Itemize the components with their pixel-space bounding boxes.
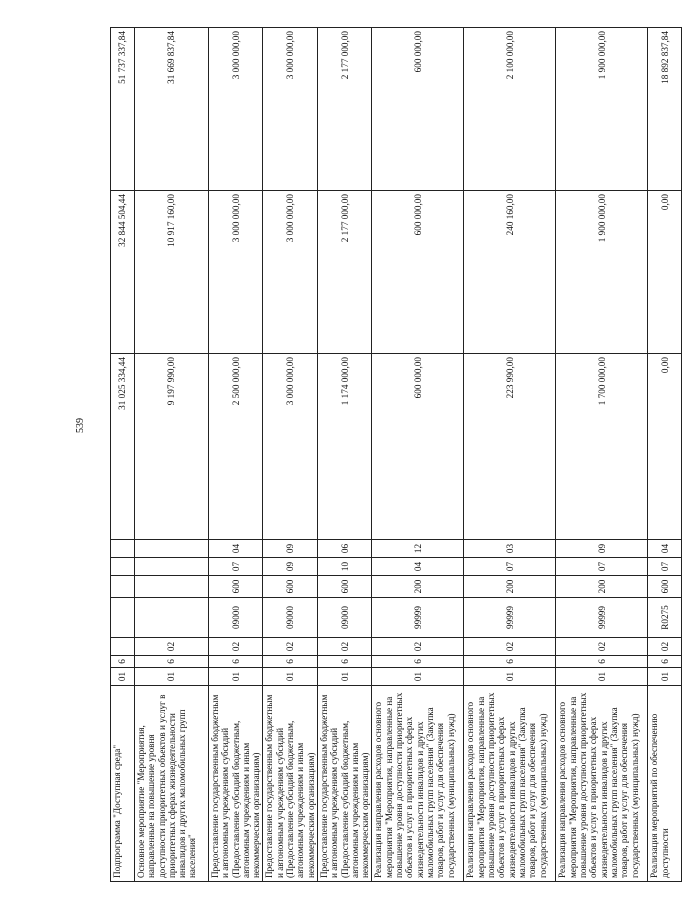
code-event: 02 — [372, 638, 464, 656]
amount-year-2: 32 844 504,44 — [111, 191, 135, 354]
row-name: Реализация мероприятий по обеспечению доступности — [648, 686, 682, 882]
amount-year-1: 3 000 000,00 — [263, 354, 317, 540]
code-expense-type — [111, 576, 135, 598]
table-row — [372, 28, 464, 882]
code-subprogram: 6 — [464, 656, 556, 668]
table-row — [317, 28, 371, 882]
amount-year-1: 223 990,00 — [464, 354, 556, 540]
code-subsection: 12 — [372, 540, 464, 558]
amount-year-2: 3 000 000,00 — [263, 191, 317, 354]
table-row — [263, 28, 317, 882]
row-name: Реализация направления расходов основного мероприятия "Мероприятия, направленные на повышение уровня доступности приоритетных объектов и услуг в приоритетных сферах жизнедеятельности инвалидов и других маломобильных групп населения" (Закупка товаров, работ и услуг для обеспечения государственных (муниципальных) нужд) — [464, 686, 556, 882]
code-subsection: 03 — [464, 540, 556, 558]
code-subsection — [135, 540, 209, 558]
code-program: 01 — [464, 668, 556, 686]
row-name: Предоставление государственным бюджетным и автономным учреждениям субсидий (Предоставление субсидий бюджетным, автономным учреждениям и иным некоммерческим организациям) — [209, 686, 263, 882]
code-expense-type: 200 — [464, 576, 556, 598]
code-subprogram: 6 — [372, 656, 464, 668]
code-subsection — [111, 540, 135, 558]
code-program: 01 — [263, 668, 317, 686]
code-subprogram: 6 — [135, 656, 209, 668]
code-expense-type: 600 — [317, 576, 371, 598]
row-name: Подпрограмма "Доступная среда" — [111, 686, 135, 882]
code-subprogram: 6 — [111, 656, 135, 668]
code-section: 07 — [556, 558, 648, 576]
amount-year-3: 3 000 000,00 — [263, 28, 317, 191]
code-subsection: 04 — [648, 540, 682, 558]
code-section: 10 — [317, 558, 371, 576]
row-name: Предоставление государственным бюджетным и автономным учреждениям субсидий (Предоставление субсидий бюджетным, автономным учреждениям и иным некоммерческим организациям) — [263, 686, 317, 882]
code-expense-type: 200 — [556, 576, 648, 598]
code-direction: 99999 — [464, 598, 556, 638]
code-direction: 09000 — [263, 598, 317, 638]
code-direction: R0275 — [648, 598, 682, 638]
code-program: 01 — [111, 668, 135, 686]
table-row — [135, 28, 209, 882]
code-direction — [111, 598, 135, 638]
code-expense-type: 600 — [209, 576, 263, 598]
table-row — [111, 28, 135, 882]
row-name: Реализация направления расходов основного мероприятия "Мероприятия, направленные на повышение уровня доступности приоритетных объектов и услуг в приоритетных сферах жизнедеятельности инвалидов и других маломобильных групп населения" (Закупка товаров, работ и услуг для обеспечения государственных (муниципальных) нужд) — [556, 686, 648, 882]
table-row — [556, 28, 648, 882]
code-expense-type: 600 — [263, 576, 317, 598]
code-subsection: 09 — [556, 540, 648, 558]
amount-year-1: 0,00 — [648, 354, 682, 540]
table-row — [209, 28, 263, 882]
code-subprogram: 6 — [263, 656, 317, 668]
code-direction: 09000 — [209, 598, 263, 638]
table-row — [648, 28, 682, 882]
budget-table-rotated — [110, 28, 670, 882]
amount-year-2: 0,00 — [648, 191, 682, 354]
amount-year-3: 2 177 000,00 — [317, 28, 371, 191]
code-expense-type: 600 — [648, 576, 682, 598]
code-subprogram: 6 — [648, 656, 682, 668]
code-section — [111, 558, 135, 576]
code-subsection: 06 — [317, 540, 371, 558]
code-section: 04 — [372, 558, 464, 576]
code-section: 07 — [648, 558, 682, 576]
code-event: 02 — [209, 638, 263, 656]
amount-year-2: 3 000 000,00 — [209, 191, 263, 354]
code-section: 07 — [464, 558, 556, 576]
amount-year-1: 9 197 990,00 — [135, 354, 209, 540]
code-program: 01 — [556, 668, 648, 686]
code-event — [111, 638, 135, 656]
code-direction — [135, 598, 209, 638]
code-program: 01 — [135, 668, 209, 686]
code-subprogram: 6 — [556, 656, 648, 668]
code-event: 02 — [648, 638, 682, 656]
code-section: 07 — [209, 558, 263, 576]
code-section: 09 — [263, 558, 317, 576]
amount-year-3: 1 900 000,00 — [556, 28, 648, 191]
code-event: 02 — [263, 638, 317, 656]
amount-year-1: 31 025 334,44 — [111, 354, 135, 540]
code-event: 02 — [464, 638, 556, 656]
code-section — [135, 558, 209, 576]
code-subprogram: 6 — [317, 656, 371, 668]
code-expense-type: 200 — [372, 576, 464, 598]
code-program: 01 — [648, 668, 682, 686]
code-program: 01 — [317, 668, 371, 686]
row-name: Предоставление государственным бюджетным и автономным учреждениям субсидий (Предоставление субсидий бюджетным, автономным учреждениям и иным некоммерческим организациям) — [317, 686, 371, 882]
amount-year-1: 2 500 000,00 — [209, 354, 263, 540]
budget-table — [110, 27, 682, 882]
amount-year-1: 1 174 000,00 — [317, 354, 371, 540]
code-expense-type — [135, 576, 209, 598]
code-event: 02 — [556, 638, 648, 656]
amount-year-1: 1 700 000,00 — [556, 354, 648, 540]
row-name: Реализация направления расходов основного мероприятия "Мероприятия, направленные на повышение уровня доступности приоритетных объектов и услуг в приоритетных сферах жизнедеятельности инвалидов и других маломобильных групп населения" (Закупка товаров, работ и услуг для обеспечения государственных (муниципальных) нужд) — [372, 686, 464, 882]
code-program: 01 — [372, 668, 464, 686]
code-event: 02 — [135, 638, 209, 656]
amount-year-2: 240 160,00 — [464, 191, 556, 354]
code-direction: 99999 — [556, 598, 648, 638]
amount-year-3: 18 892 837,84 — [648, 28, 682, 191]
code-direction: 09000 — [317, 598, 371, 638]
amount-year-2: 2 177 000,00 — [317, 191, 371, 354]
table-row — [464, 28, 556, 882]
amount-year-3: 31 669 837,84 — [135, 28, 209, 191]
code-event: 02 — [317, 638, 371, 656]
amount-year-2: 600 000,00 — [372, 191, 464, 354]
row-name: Основное мероприятие "Мероприятия, направленные на повышение уровня доступности приоритетных объектов и услуг в приоритетных сферах жизнедеятельности инвалидов и других маломобильных групп населения" — [135, 686, 209, 882]
amount-year-3: 51 737 337,84 — [111, 28, 135, 191]
amount-year-2: 1 900 000,00 — [556, 191, 648, 354]
amount-year-3: 3 000 000,00 — [209, 28, 263, 191]
amount-year-1: 600 000,00 — [372, 354, 464, 540]
code-direction: 99999 — [372, 598, 464, 638]
code-subsection: 09 — [263, 540, 317, 558]
code-program: 01 — [209, 668, 263, 686]
amount-year-3: 2 100 000,00 — [464, 28, 556, 191]
page-number: 539 — [75, 418, 86, 433]
amount-year-2: 10 917 160,00 — [135, 191, 209, 354]
amount-year-3: 600 000,00 — [372, 28, 464, 191]
code-subsection: 04 — [209, 540, 263, 558]
code-subprogram: 6 — [209, 656, 263, 668]
